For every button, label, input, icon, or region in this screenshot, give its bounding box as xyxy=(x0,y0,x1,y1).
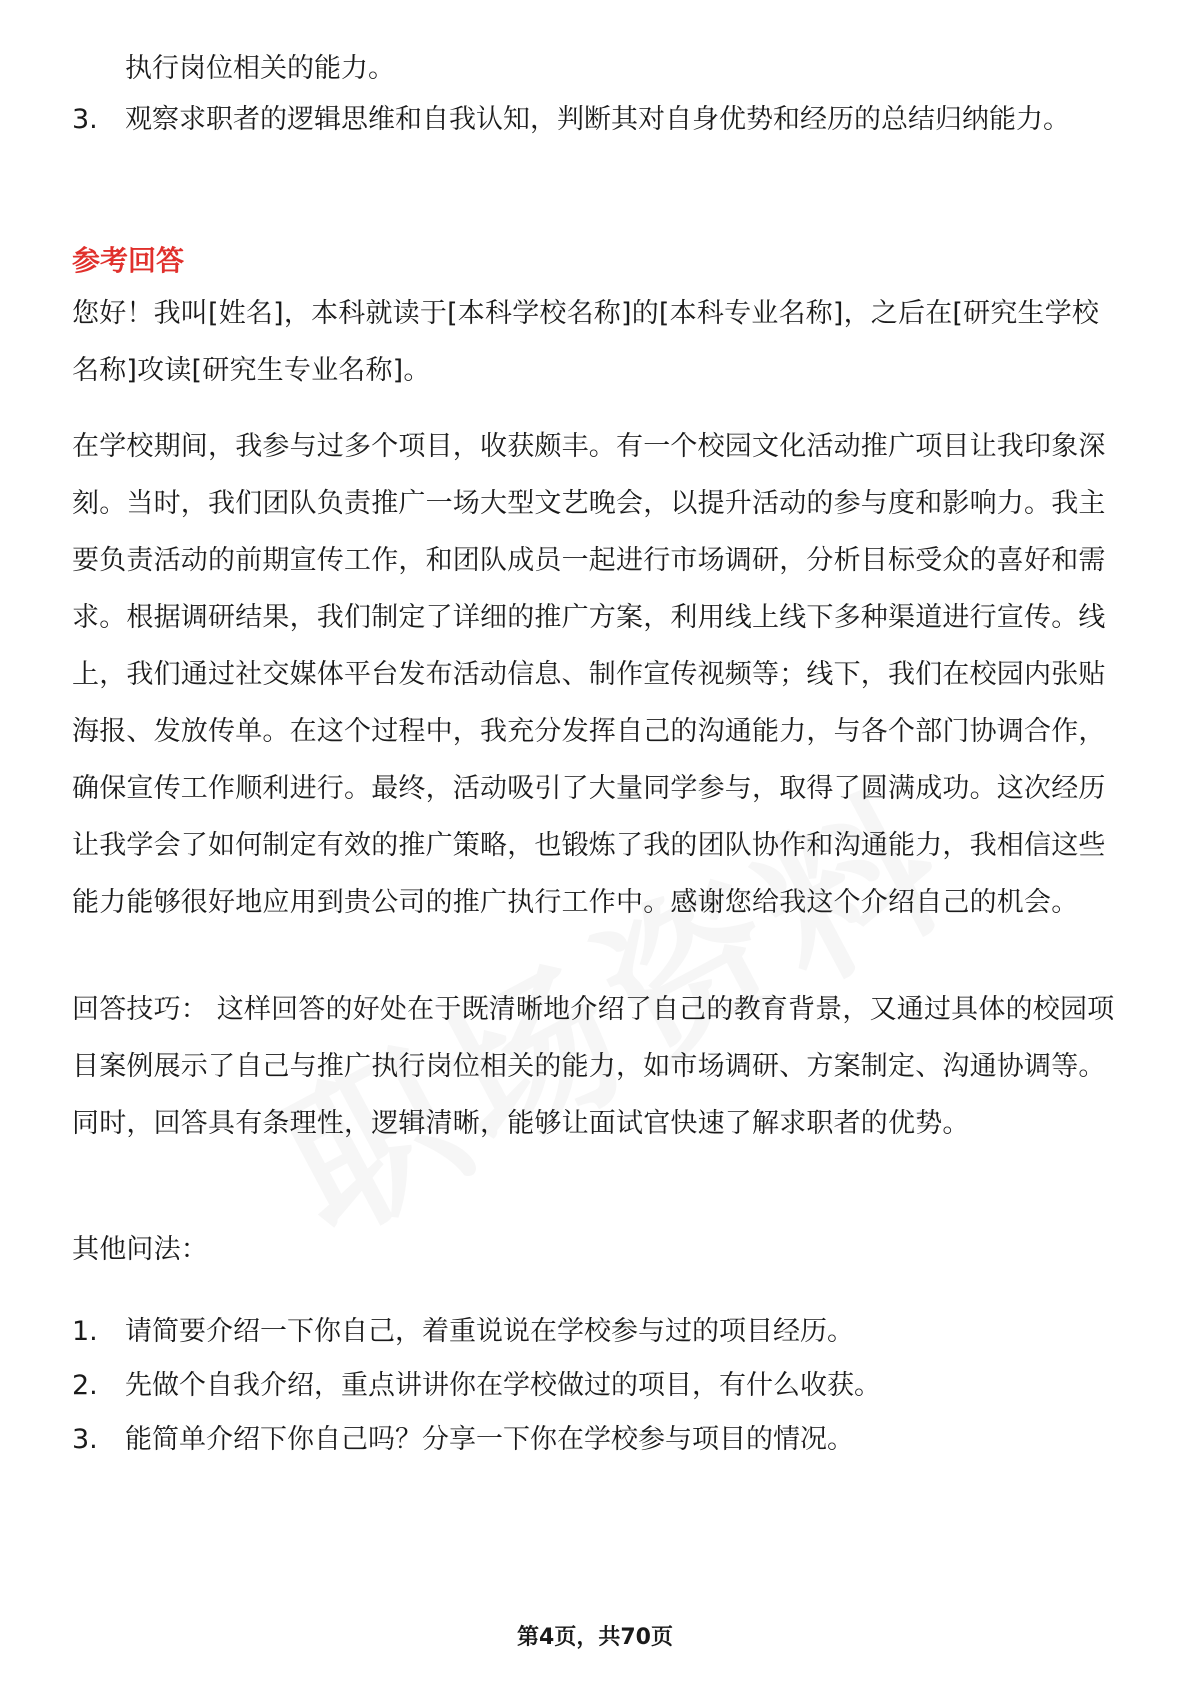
list-item-text: 观察求职者的逻辑思维和自我认知，判断其对自身优势和经历的总结归纳能力。 xyxy=(125,104,1070,135)
other-questions-label: 其他问法： xyxy=(72,1234,208,1265)
page-footer: 第4页，共70页 xyxy=(517,1625,673,1650)
section-heading: 参考回答 xyxy=(72,244,185,277)
answer-tips-paragraph: 回答技巧： 这样回答的好处在于既清晰地介绍了自己的教育背景，又通过具体的校园项目案例展示了自己与推广执行岗位相关的能力，如市场调研、方案制定、沟通协调等。同时，回答具有条理性，逻辑清晰，能够让面试官快速了解求职者的优势。 xyxy=(72,994,1115,1139)
list-item-number: 3. xyxy=(72,104,98,135)
list-item-text: 请简要介绍一下你自己，着重说说在学校参与过的项目经历。 xyxy=(125,1316,854,1347)
list-item-number: 2. xyxy=(72,1370,98,1401)
list-item-text: 先做个自我介绍，重点讲讲你在学校做过的项目，有什么收获。 xyxy=(125,1370,881,1401)
list-item-text: 能简单介绍下你自己吗？分享一下你在学校参与项目的情况。 xyxy=(125,1424,854,1455)
answer-paragraph-project: 在学校期间，我参与过多个项目，收获颇丰。有一个校园文化活动推广项目让我印象深刻。当时，我们团队负责推广一场大型文艺晚会，以提升活动的参与度和影响力。我主要负责活动的前期宣传工作，和团队成员一起进行市场调研，分析目标受众的喜好和需求。根据调研结果，我们制定了详细的推广方案，利用线上线下多种渠道进行宣传。线上，我们通过社交媒体平台发布活动信息、制作宣传视频等；线下，我们在校园内张贴海报、发放传单。在这个过程中，我充分发挥自己的沟通能力，与各个部门协调合作，确保宣传工作顺利进行。最终，活动吸引了大量同学参与，取得了圆满成功。这次经历让我学会了如何制定有效的推广策略，也锻炼了我的团队协作和沟通能力，我相信这些能力能够很好地应用到贵公司的推广执行工作中。感谢您给我这个介绍自己的机会。 xyxy=(72,431,1106,918)
list-item-number: 1. xyxy=(72,1316,98,1347)
list-item xyxy=(72,91,1112,148)
list-item xyxy=(72,1303,1112,1360)
list-item xyxy=(72,1357,1112,1414)
answer-paragraph-intro: 您好！我叫[姓名]，本科就读于[本科学校名称]的[本科专业名称]，之后在[研究生学校名称]攻读[研究生专业名称]。 xyxy=(72,298,1100,386)
continuation-text: 执行岗位相关的能力。 xyxy=(125,53,395,84)
list-item xyxy=(72,1411,1112,1468)
list-item-number: 3. xyxy=(72,1424,98,1455)
